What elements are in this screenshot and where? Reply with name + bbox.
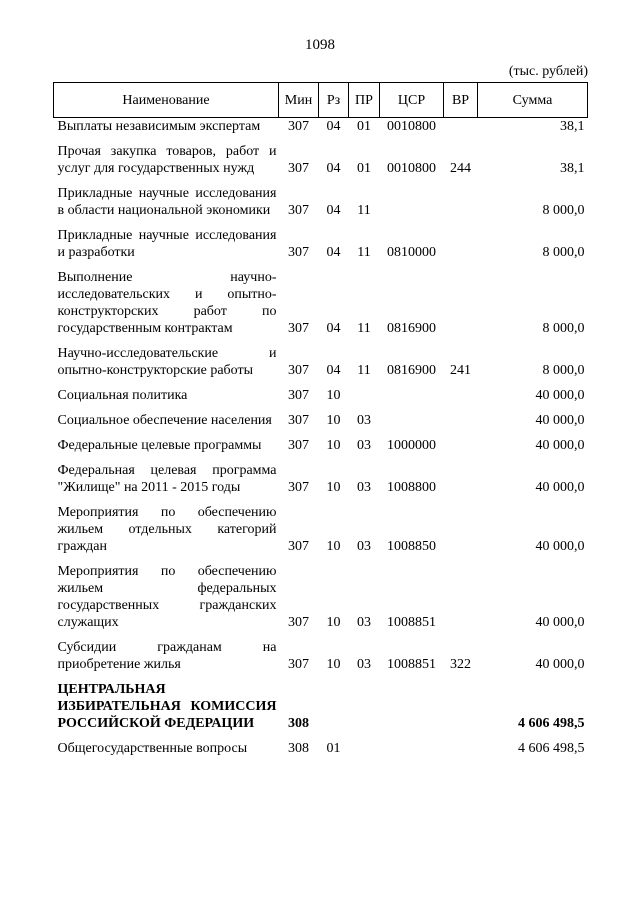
row-spacer-cell bbox=[54, 555, 588, 563]
cell-name: Прочая закупка товаров, работ и услуг для государственных нужд bbox=[57, 144, 277, 176]
cell-name: Мероприятия по обеспечению жильем федеральных государственных гражданских служащих bbox=[57, 564, 277, 630]
cell-min: 307 bbox=[288, 363, 309, 378]
header-rz: Рз bbox=[319, 83, 349, 118]
row-spacer-cell bbox=[54, 673, 588, 681]
header-min: Мин bbox=[279, 83, 319, 118]
table-header-row bbox=[54, 83, 588, 118]
cell-sum: 40 000,0 bbox=[535, 657, 585, 672]
cell-csr: 1008850 bbox=[387, 539, 436, 554]
row-spacer-cell bbox=[54, 496, 588, 504]
cell-name: Научно-исследовательские и опытно-конструкторские работы bbox=[57, 346, 277, 378]
cell-vr bbox=[444, 681, 478, 732]
cell-rz: 04 bbox=[326, 119, 341, 134]
cell-name: Федеральные целевые программы bbox=[57, 438, 262, 453]
cell-csr bbox=[380, 185, 444, 219]
cell-pr: 11 bbox=[357, 203, 371, 218]
cell-csr: 0010800 bbox=[387, 119, 436, 134]
row-spacer-cell bbox=[54, 261, 588, 269]
cell-csr: 1000000 bbox=[387, 438, 436, 453]
cell-csr: 0010800 bbox=[387, 161, 436, 176]
page-number: 1098 bbox=[305, 37, 335, 53]
cell-min: 307 bbox=[288, 161, 309, 176]
cell-csr bbox=[380, 740, 444, 757]
cell-vr bbox=[444, 412, 478, 429]
cell-csr: 1008851 bbox=[387, 657, 436, 672]
cell-vr: 244 bbox=[450, 161, 471, 176]
row-spacer bbox=[54, 219, 588, 227]
cell-sum: 40 000,0 bbox=[535, 615, 585, 630]
cell-name: Выполнение научно-исследовательских и опытно-конструкторских работ по государственным контрактам bbox=[57, 270, 277, 336]
row-spacer bbox=[54, 496, 588, 504]
budget-table bbox=[53, 82, 588, 757]
cell-pr bbox=[349, 740, 380, 757]
cell-pr: 11 bbox=[357, 245, 371, 260]
cell-pr bbox=[349, 387, 380, 404]
cell-sum: 8 000,0 bbox=[542, 203, 585, 218]
row-spacer bbox=[54, 429, 588, 437]
cell-vr bbox=[444, 269, 478, 337]
header-vr: ВР bbox=[444, 83, 478, 118]
cell-name: Социальное обеспечение населения bbox=[57, 413, 272, 428]
table-row bbox=[54, 504, 588, 555]
cell-pr: 03 bbox=[357, 438, 371, 453]
cell-min: 307 bbox=[288, 413, 309, 428]
cell-rz: 04 bbox=[326, 363, 341, 378]
cell-rz: 01 bbox=[326, 741, 341, 756]
cell-sum: 8 000,0 bbox=[542, 363, 585, 378]
cell-min: 307 bbox=[288, 438, 309, 453]
header-csr: ЦСР bbox=[380, 83, 444, 118]
cell-sum: 40 000,0 bbox=[535, 480, 585, 495]
cell-name: Прикладные научные исследования и разработки bbox=[57, 228, 277, 260]
cell-pr: 11 bbox=[357, 321, 371, 336]
cell-csr bbox=[380, 681, 444, 732]
cell-pr: 03 bbox=[357, 480, 371, 495]
cell-csr: 0816900 bbox=[387, 321, 436, 336]
cell-pr bbox=[349, 681, 380, 732]
cell-rz: 04 bbox=[326, 321, 341, 336]
cell-pr: 03 bbox=[357, 413, 371, 428]
cell-rz: 04 bbox=[326, 161, 341, 176]
cell-rz: 10 bbox=[326, 539, 341, 554]
cell-sum: 8 000,0 bbox=[542, 321, 585, 336]
cell-sum: 4 606 498,5 bbox=[518, 741, 585, 756]
cell-min: 307 bbox=[288, 657, 309, 672]
cell-csr bbox=[380, 387, 444, 404]
cell-sum: 40 000,0 bbox=[535, 413, 585, 428]
cell-vr bbox=[444, 740, 478, 757]
cell-name: Выплаты независимым экспертам bbox=[57, 119, 261, 134]
table-row bbox=[54, 740, 588, 757]
row-spacer-cell bbox=[54, 337, 588, 345]
cell-csr: 1008851 bbox=[387, 615, 436, 630]
cell-rz bbox=[319, 681, 349, 732]
cell-sum: 40 000,0 bbox=[535, 539, 585, 554]
table-row bbox=[54, 563, 588, 631]
cell-csr bbox=[380, 412, 444, 429]
cell-name: Федеральная целевая программа "Жилище" на 2011 - 2015 годы bbox=[57, 463, 277, 495]
cell-min: 307 bbox=[288, 615, 309, 630]
cell-name: Мероприятия по обеспечению жильем отдельных категорий граждан bbox=[57, 505, 277, 554]
row-spacer-cell bbox=[54, 454, 588, 462]
row-spacer-cell bbox=[54, 135, 588, 143]
cell-pr: 03 bbox=[357, 539, 371, 554]
cell-min: 307 bbox=[288, 539, 309, 554]
cell-name: Общегосударственные вопросы bbox=[57, 741, 248, 756]
row-spacer-cell bbox=[54, 404, 588, 412]
row-spacer-cell bbox=[54, 429, 588, 437]
cell-min: 307 bbox=[288, 388, 309, 403]
cell-min: 307 bbox=[288, 119, 309, 134]
cell-rz: 10 bbox=[326, 413, 341, 428]
table-row bbox=[54, 639, 588, 673]
cell-vr bbox=[444, 118, 478, 136]
cell-vr bbox=[444, 437, 478, 454]
cell-name: Субсидии гражданам на приобретение жилья bbox=[57, 640, 277, 672]
cell-vr: 241 bbox=[450, 363, 471, 378]
row-spacer-cell bbox=[54, 379, 588, 387]
table-row bbox=[54, 462, 588, 496]
table-row bbox=[54, 345, 588, 379]
cell-min: 307 bbox=[288, 321, 309, 336]
row-spacer bbox=[54, 404, 588, 412]
cell-pr: 03 bbox=[357, 615, 371, 630]
row-spacer bbox=[54, 337, 588, 345]
row-spacer bbox=[54, 454, 588, 462]
cell-rz: 10 bbox=[326, 615, 341, 630]
cell-sum: 40 000,0 bbox=[535, 438, 585, 453]
cell-pr: 11 bbox=[357, 363, 371, 378]
cell-vr bbox=[444, 462, 478, 496]
cell-rz: 10 bbox=[326, 657, 341, 672]
header-name: Наименование bbox=[54, 83, 279, 118]
table-row bbox=[54, 143, 588, 177]
cell-min: 307 bbox=[288, 245, 309, 260]
row-spacer bbox=[54, 555, 588, 563]
units-label: (тыс. рублей) bbox=[508, 64, 588, 79]
cell-vr bbox=[444, 185, 478, 219]
cell-name: Социальная политика bbox=[57, 388, 188, 403]
cell-pr: 01 bbox=[357, 161, 371, 176]
table-row bbox=[54, 185, 588, 219]
row-spacer bbox=[54, 177, 588, 185]
cell-rz: 10 bbox=[326, 388, 341, 403]
cell-vr: 322 bbox=[450, 657, 471, 672]
cell-csr: 0810000 bbox=[387, 245, 436, 260]
table-row bbox=[54, 387, 588, 404]
row-spacer bbox=[54, 673, 588, 681]
header-pr: ПР bbox=[349, 83, 380, 118]
cell-rz: 10 bbox=[326, 438, 341, 453]
row-spacer bbox=[54, 261, 588, 269]
row-spacer-cell bbox=[54, 732, 588, 740]
row-spacer-cell bbox=[54, 219, 588, 227]
cell-sum: 8 000,0 bbox=[542, 245, 585, 260]
cell-csr: 1008800 bbox=[387, 480, 436, 495]
cell-sum: 38,1 bbox=[560, 161, 585, 176]
cell-pr: 03 bbox=[357, 657, 371, 672]
cell-sum: 40 000,0 bbox=[535, 388, 585, 403]
cell-vr bbox=[444, 504, 478, 555]
cell-min: 308 bbox=[288, 716, 309, 731]
cell-rz: 04 bbox=[326, 245, 341, 260]
row-spacer-cell bbox=[54, 631, 588, 639]
cell-vr bbox=[444, 563, 478, 631]
row-spacer bbox=[54, 379, 588, 387]
row-spacer-cell bbox=[54, 177, 588, 185]
cell-sum: 4 606 498,5 bbox=[518, 716, 585, 731]
table-row bbox=[54, 269, 588, 337]
table-row bbox=[54, 437, 588, 454]
table-row bbox=[54, 412, 588, 429]
header-sum: Сумма bbox=[478, 83, 588, 118]
cell-pr: 01 bbox=[357, 119, 371, 134]
cell-rz: 04 bbox=[326, 203, 341, 218]
row-spacer bbox=[54, 732, 588, 740]
cell-name: ЦЕНТРАЛЬНАЯ ИЗБИРАТЕЛЬНАЯ КОМИССИЯ РОССИЙСКОЙ ФЕДЕРАЦИИ bbox=[57, 682, 277, 731]
table-row bbox=[54, 118, 588, 136]
cell-min: 307 bbox=[288, 203, 309, 218]
cell-min: 308 bbox=[288, 741, 309, 756]
cell-sum: 38,1 bbox=[560, 119, 585, 134]
cell-name: Прикладные научные исследования в области национальной экономики bbox=[57, 186, 277, 218]
row-spacer bbox=[54, 135, 588, 143]
cell-min: 307 bbox=[288, 480, 309, 495]
row-spacer bbox=[54, 631, 588, 639]
table-row bbox=[54, 227, 588, 261]
cell-vr bbox=[444, 227, 478, 261]
cell-rz: 10 bbox=[326, 480, 341, 495]
table-row bbox=[54, 681, 588, 732]
table-body bbox=[54, 118, 588, 758]
cell-vr bbox=[444, 387, 478, 404]
cell-csr: 0816900 bbox=[387, 363, 436, 378]
